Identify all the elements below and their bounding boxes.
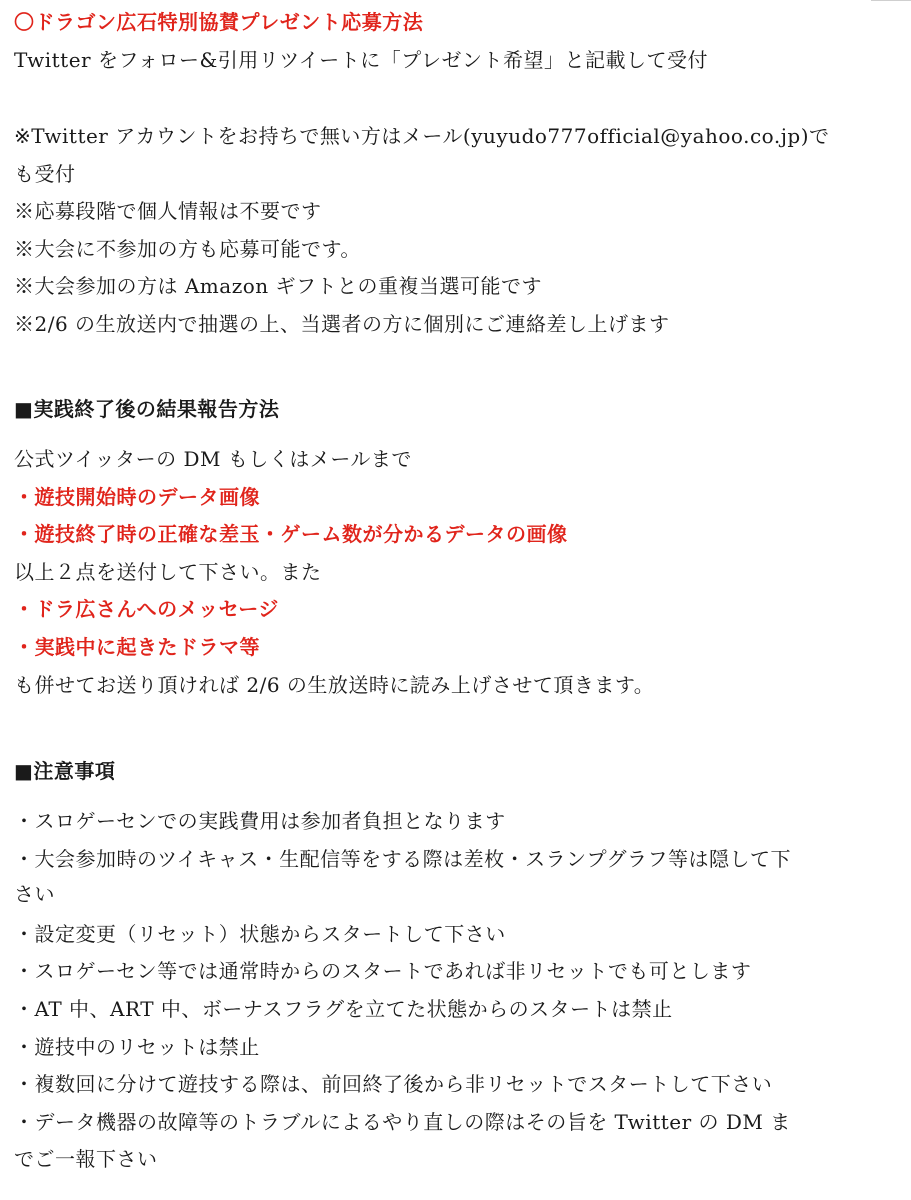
section1-note: も受付	[14, 162, 76, 186]
notice-item: さい	[14, 882, 55, 906]
section2-red-item: ・実践中に起きたドラマ等	[14, 635, 260, 659]
section2-intro: 公式ツイッターの DM もしくはメールまで	[14, 447, 412, 471]
section2-red-item: ・ドラ広さんへのメッセージ	[14, 597, 279, 621]
section1-note: ※Twitter アカウントをお持ちで無い方はメール(yuyudo777official@yahoo.co.jp)で	[14, 124, 830, 148]
notice-item: ・スロゲーセン等では通常時からのスタートであれば非リセットでも可とします	[14, 959, 752, 983]
notice-item: ・遊技中のリセットは禁止	[14, 1035, 260, 1059]
section2-title: ■実践終了後の結果報告方法	[14, 397, 280, 421]
section1-note: ※2/6 の生放送内で抽選の上、当選者の方に個別にご連絡差し上げます	[14, 312, 670, 336]
section2-outro: も併せてお送り頂ければ 2/6 の生放送時に読み上げさせて頂きます。	[14, 673, 655, 697]
notice-item: ・AT 中、ART 中、ボーナスフラグを立てた状態からのスタートは禁止	[14, 997, 673, 1021]
notice-item: ・複数回に分けて遊技する際は、前回終了後から非リセットでスタートして下さい	[14, 1072, 773, 1096]
notice-item: ・大会参加時のツイキャス・生配信等をする際は差枚・スランプグラフ等は隠して下	[14, 847, 791, 871]
section1-title: 〇ドラゴン広石特別協賛プレゼント応募方法	[14, 10, 424, 34]
notice-item: ・スロゲーセンでの実践費用は参加者負担となります	[14, 809, 506, 833]
section3-title: ■注意事項	[14, 759, 116, 783]
section2-red-item: ・遊技開始時のデータ画像	[14, 485, 260, 509]
section1-note: ※大会参加の方は Amazon ギフトとの重複当選可能です	[14, 274, 543, 298]
notice-item: ・設定変更（リセット）状態からスタートして下さい	[14, 922, 506, 946]
section1-note: ※応募段階で個人情報は不要です	[14, 199, 322, 223]
section1-note: ※大会に不参加の方も応募可能です。	[14, 237, 361, 261]
section2-middle: 以上２点を送付して下さい。また	[14, 560, 322, 584]
section2-red-item: ・遊技終了時の正確な差玉・ゲーム数が分かるデータの画像	[14, 522, 568, 546]
section1-intro: Twitter をフォロー&引用リツイートに「プレゼント希望」と記載して受付	[14, 48, 708, 72]
notice-item: でご一報下さい	[14, 1147, 158, 1171]
notice-item: ・データ機器の故障等のトラブルによるやり直しの際はその旨を Twitter の DM ま	[14, 1110, 791, 1134]
top-right-divider	[871, 0, 911, 1]
